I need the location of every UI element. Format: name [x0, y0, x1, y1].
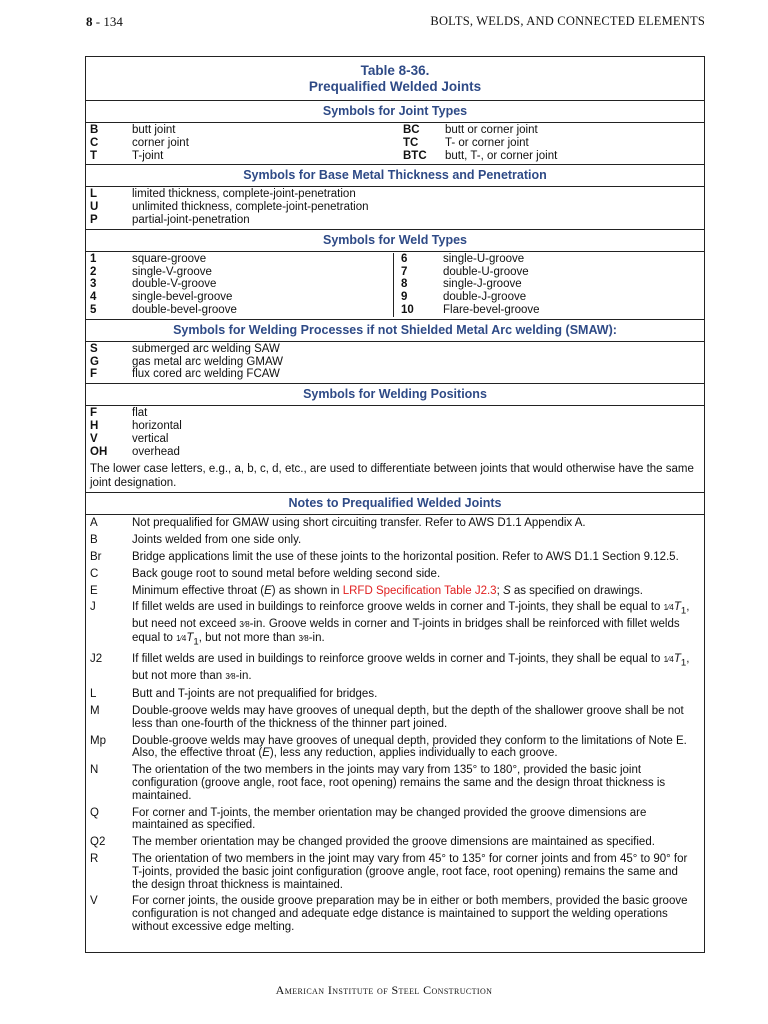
note-br: Br Bridge applications limit the use of these joints to the horizontal position. Refer to AWS D1.1 Section 9.12.5. [90, 550, 679, 563]
notes-list [86, 515, 704, 933]
list-item: V vertical [90, 432, 169, 445]
list-item: C corner joint [90, 136, 189, 149]
list-item: T T-joint [90, 149, 164, 162]
positions-note: The lower case letters, e.g., a, b, c, d, etc., are used to differentiate between joints that would otherwise have the same joint designation. [86, 460, 704, 493]
note-b: B Joints welded from one side only. [90, 534, 302, 547]
processes-heading: Symbols for Welding Processes if not Shielded Metal Arc welding (SMAW): [86, 320, 704, 342]
note-m: M Double-groove welds may have grooves of unequal depth, but the depth of the shallower groove shall be not less than one-fourth of the thickness of the thinner part joined. [90, 705, 684, 730]
table-title: Table 8-36. Prequalified Welded Joints [86, 57, 704, 101]
note-e: E Minimum effective throat (E) as shown in LRFD Specification Table J2.3; S as specified on drawings. [90, 584, 643, 597]
list-item: 4 single-bevel-groove [90, 291, 233, 304]
positions-list [86, 406, 704, 460]
list-item: U unlimited thickness, complete-joint-penetration [90, 201, 369, 214]
list-item: 1 square-groove [90, 252, 207, 265]
list-item: F flux cored arc welding FCAW [90, 368, 280, 381]
joint-types-grid [86, 123, 704, 165]
notes-heading: Notes to Prequalified Welded Joints [86, 493, 704, 515]
base-metal-heading: Symbols for Base Metal Thickness and Penetration [86, 165, 704, 187]
list-item: 8 single-J-groove [401, 278, 522, 291]
note-a: A Not prequalified for GMAW using short circuiting transfer. Refer to AWS D1.1 Appendix A. [90, 517, 586, 530]
weld-types-heading: Symbols for Weld Types [86, 230, 704, 252]
list-item: BC butt or corner joint [403, 124, 538, 136]
note-v: V For corner joints, the ouside groove preparation may be in either or both members, provided the basic groove configuration is not changed and adequate edge distance is maintained to support the welding operations without excessive edge melting. [90, 895, 688, 933]
list-item: 9 double-J-groove [401, 291, 527, 304]
processes-list [86, 342, 704, 384]
list-item: B butt joint [90, 124, 176, 136]
list-item: P partial-joint-penetration [90, 213, 250, 226]
joint-types-heading: Symbols for Joint Types [86, 101, 704, 123]
list-item: BTC butt, T-, or corner joint [403, 149, 558, 162]
list-item: 6 single-U-groove [401, 252, 525, 265]
list-item: S submerged arc welding SAW [90, 342, 280, 355]
list-item: 10 Flare-bevel-groove [401, 303, 540, 316]
base-metal-list [86, 187, 704, 229]
note-q2: Q2 The member orientation may be changed provided the groove dimensions are maintained as specified. [90, 836, 655, 849]
note-mp: Mp Double-groove welds may have grooves of unequal depth, provided they conform to the limitations of Note E. Also, the effective throat (E), less any reduction, applies individually to each groove. [90, 734, 687, 760]
positions-heading: Symbols for Welding Positions [86, 384, 704, 406]
running-header: BOLTS, WELDS, AND CONNECTED ELEMENTS [430, 14, 705, 28]
list-item: 2 single-V-groove [90, 265, 212, 278]
note-q: Q For corner and T-joints, the member orientation may be changed provided the groove dimensions are maintained as specified. [90, 806, 647, 832]
list-item: 5 double-bevel-groove [90, 303, 237, 316]
list-item: G gas metal arc welding GMAW [90, 355, 284, 368]
page-number: 8 - 134 [86, 14, 123, 29]
list-item: TC T- or corner joint [403, 136, 529, 149]
note-l: L Butt and T-joints are not prequalified for bridges. [90, 688, 378, 701]
note-j: J If fillet welds are used in buildings to reinforce groove welds in corner and T-joints, they shall be equal to $1⁄4T_1$, but need not exceed 3⁄8-in. Groove welds in corner and T-joints in bridges shall be reinforced with fillet welds equal to $1⁄4T_1$, but not more than 3⁄8-in. [90, 601, 690, 648]
list-item: F flat [90, 407, 148, 420]
list-item: L limited thickness, complete-joint-penetration [90, 188, 356, 201]
list-item: OH overhead [90, 445, 180, 458]
note-j2: J2 If fillet welds are used in buildings to reinforce groove welds in corner and T-joints, they shall be equal to $1⁄4T_1$, but not more than 3⁄8-in. [90, 653, 690, 683]
prequalified-joints-table [85, 56, 705, 953]
page-footer: American Institute of Steel Construction [275, 983, 493, 997]
list-item: 3 double-V-groove [90, 278, 217, 291]
weld-types-grid [86, 252, 704, 320]
note-n: N The orientation of the two members in the joints may vary from 135° to 180°, provided the basic joint configuration (groove angle, root face, root opening) remains the same and the design throat thickness is maintained. [90, 764, 666, 802]
note-c: C Back gouge root to sound metal before welding second side. [90, 567, 441, 580]
list-item: 7 double-U-groove [401, 265, 529, 278]
lrfd-spec-link[interactable]: LRFD Specification Table J2.3 [342, 584, 497, 597]
list-item: H horizontal [90, 419, 182, 432]
note-r: R The orientation of two members in the joint may vary from 45° to 135° for corner joints and from 45° to 90° for T-joints, provided the basic joint configuration (groove angle, root face, root opening) remains the same and the design throat thickness is maintained. [90, 852, 688, 891]
